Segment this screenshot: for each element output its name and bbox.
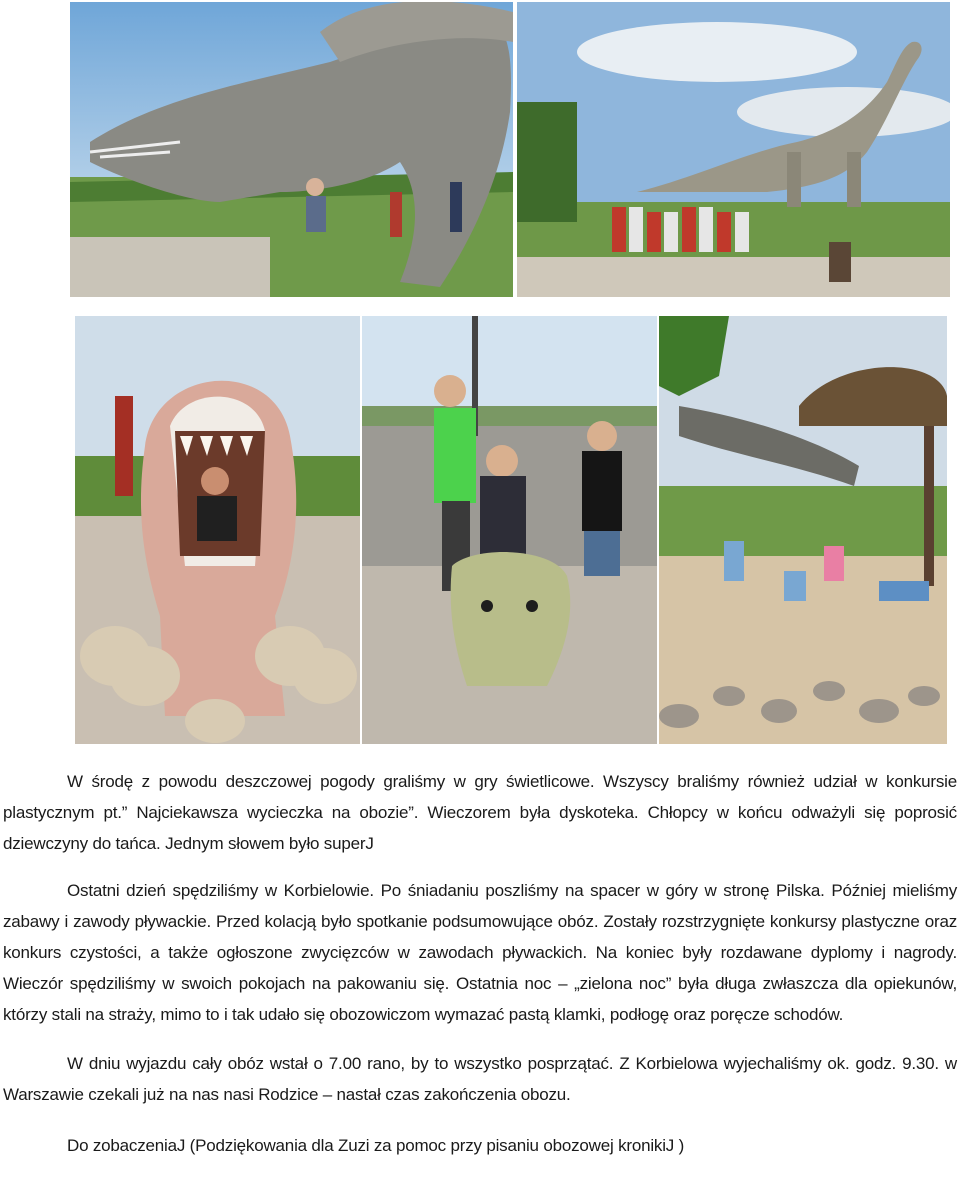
trex-head-photo — [75, 316, 360, 744]
sandbox-dig-photo — [659, 316, 947, 744]
chronicle-text — [3, 766, 957, 1161]
spinosaurus-photo — [70, 2, 513, 297]
paragraph-wednesday: W środę z powodu deszczowej pogody graliśmy w gry świetlicowe. Wszyscy braliśmy również udział w konkursie plastycznym pt.” Najciekawsza wycieczka na obozie”. Wieczorem była dyskoteka. Chłopcy w końcu odważyli się poprosić dziewczyny do tańca. Jednym słowem było superJ — [3, 772, 957, 853]
kids-triceratops-photo — [362, 316, 657, 744]
paragraph-farewell: Do zobaczeniaJ (Podziękowania dla Zuzi za pomoc przy pisaniu obozowej kronikiJ ) — [67, 1136, 685, 1155]
group-sauropod-photo — [517, 2, 950, 297]
paragraph-departure: W dniu wyjazdu cały obóz wstał o 7.00 rano, by to wszystko posprzątać. Z Korbielowa wyjechaliśmy ok. godz. 9.30. w Warszawie czekali już na nas nasi Rodzice – nastał czas zakończenia obozu. — [3, 1054, 957, 1104]
paragraph-last-day: Ostatni dzień spędziliśmy w Korbielowie. Po śniadaniu poszliśmy na spacer w góry w stronę Pilska. Później mieliśmy zabawy i zawody pływackie. Przed kolacją było spotkanie podsumowujące obóz. Zostały rozstrzygnięte konkursy plastyczne oraz konkurs czystości, a także ogłoszone zwycięzców w zawodach pływackich. Na koniec były rozdawane dyplomy i nagrody. Wieczór spędziliśmy w swoich pokojach na pakowaniu się. Ostatnia noc – „zielona noc” była długa zwłaszcza dla opiekunów, którzy stali na straży, mimo to i tak udało się obozowiczom wymazać pastą klamki, podłogę oraz poręcze schodów. — [3, 881, 957, 1024]
